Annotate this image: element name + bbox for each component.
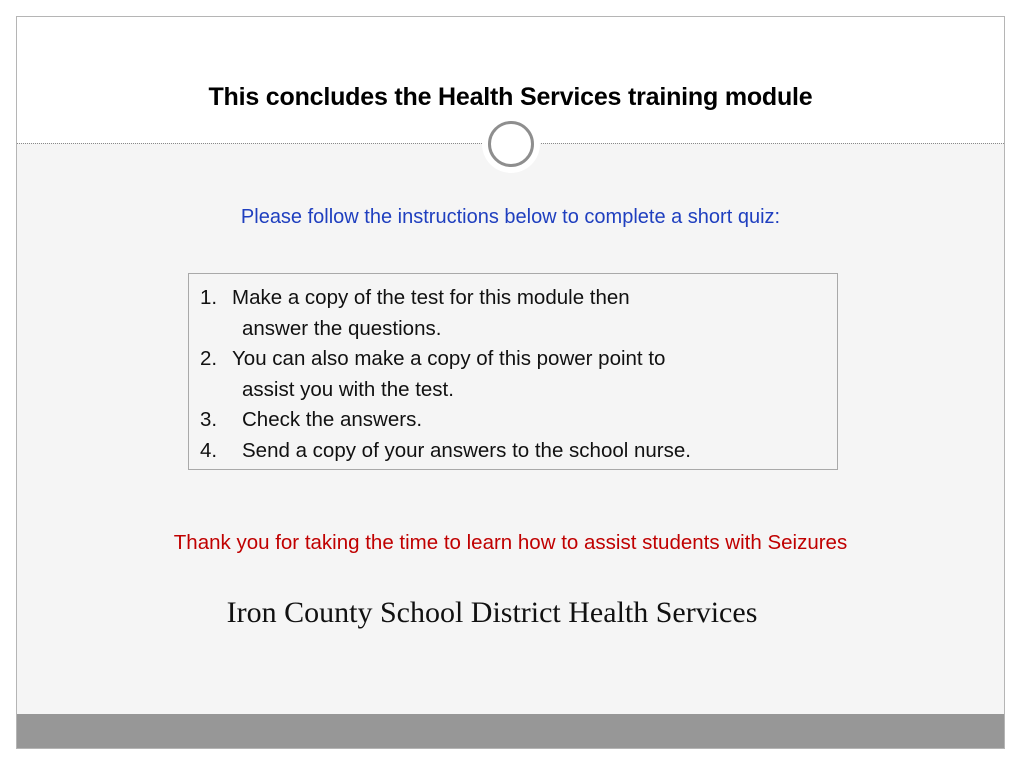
- thank-you-note: Thank you for taking the time to learn how to assist students with Seizures: [173, 531, 848, 554]
- step-number: 3.: [200, 408, 218, 431]
- step-text-continued: answer the questions.: [242, 316, 442, 340]
- step-number: 1.: [200, 286, 218, 309]
- step-text-continued: assist you with the test.: [242, 377, 454, 401]
- step-text: Make a copy of the test for this module then: [232, 286, 630, 309]
- instructions-box: [188, 273, 838, 470]
- step-number: 2.: [200, 347, 218, 370]
- list-item: [200, 436, 827, 467]
- circle-ornament-icon: [482, 115, 540, 173]
- step-number: 4.: [200, 438, 218, 462]
- step-text: Check the answers.: [242, 408, 423, 431]
- list-item: [200, 405, 827, 436]
- slide-title: This concludes the Health Services training module: [208, 83, 813, 111]
- slide-subtitle: Please follow the instructions below to complete a short quiz:: [240, 206, 781, 228]
- slide: [16, 16, 1005, 749]
- footer-bar: [17, 714, 1004, 748]
- district-name: Iron County School District Health Services: [226, 596, 758, 629]
- list-item: [200, 283, 827, 314]
- list-item: [200, 344, 827, 375]
- step-text: You can also make a copy of this power point to: [232, 347, 666, 370]
- step-text: Send a copy of your answers to the school nurse.: [242, 438, 691, 462]
